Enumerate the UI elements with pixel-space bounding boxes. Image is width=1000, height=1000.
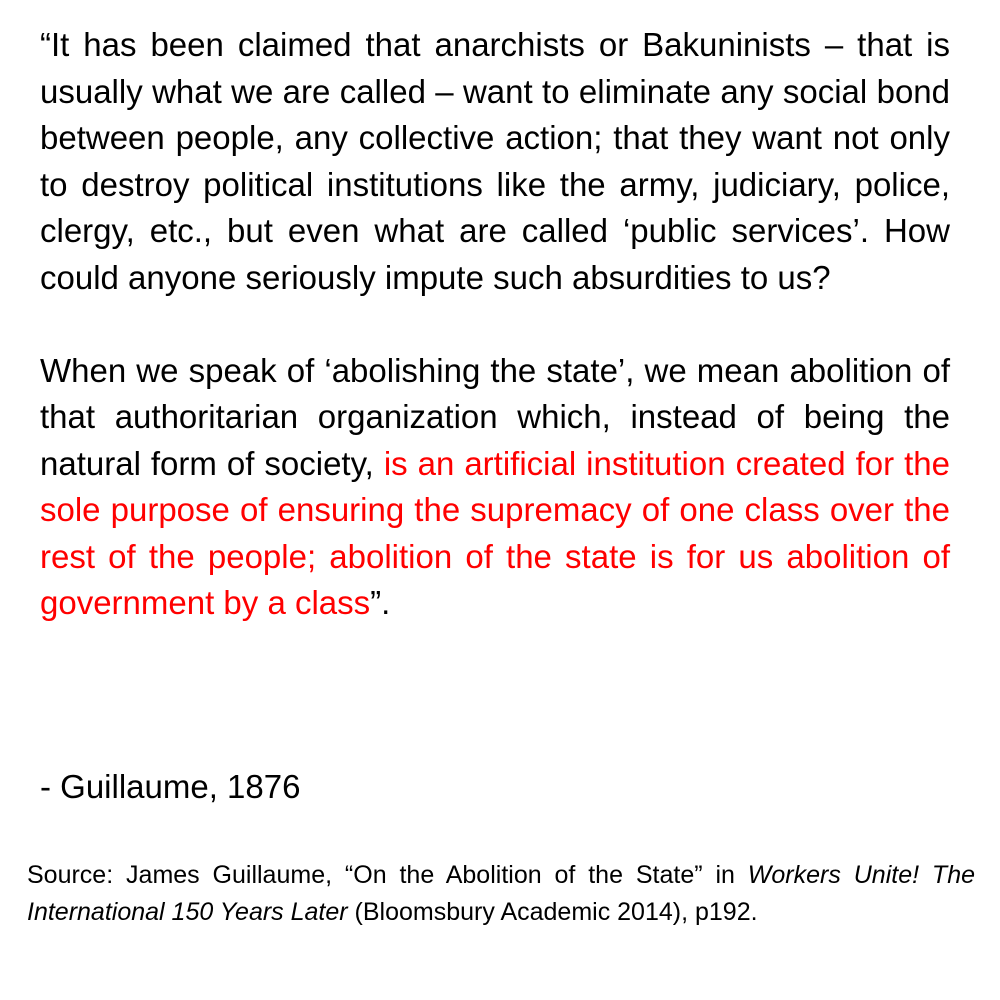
source-citation	[27, 857, 975, 931]
quote-paragraph-2	[40, 348, 950, 627]
quote-paragraph-1: “It has been claimed that anarchists or Bakuninists – that is usually what we are called – want to eliminate any social bond between people, any collective action; that they want not only to destroy political institutions like the army, judiciary, police, clergy, etc., but even what are called ‘public services’. How could anyone seriously impute such absurdities to us?	[40, 26, 950, 296]
quote-paragraph-2-plain: When we speak of ‘abolishing the state’, we mean abolition of that authoritarian organization which, instead of being the natural form of society,	[40, 351, 950, 482]
source-book-title: Workers Unite! The International 150 Years Later	[27, 861, 975, 926]
paragraph-spacer	[40, 301, 950, 348]
quote-closing-mark: ”.	[370, 584, 391, 621]
quote-attribution: - Guillaume, 1876	[40, 768, 301, 805]
source-prefix: Source: James Guillaume, “On the Abolition of the State” in	[27, 861, 748, 889]
source-suffix: (Bloomsbury Academic 2014), p192.	[347, 898, 758, 926]
quote-highlighted-text: is an artificial institution created for the sole purpose of ensuring the supremacy of one class over the rest of the people; abolition of the state is for us abolition of government by a class	[40, 444, 950, 621]
quote-block	[40, 22, 950, 627]
